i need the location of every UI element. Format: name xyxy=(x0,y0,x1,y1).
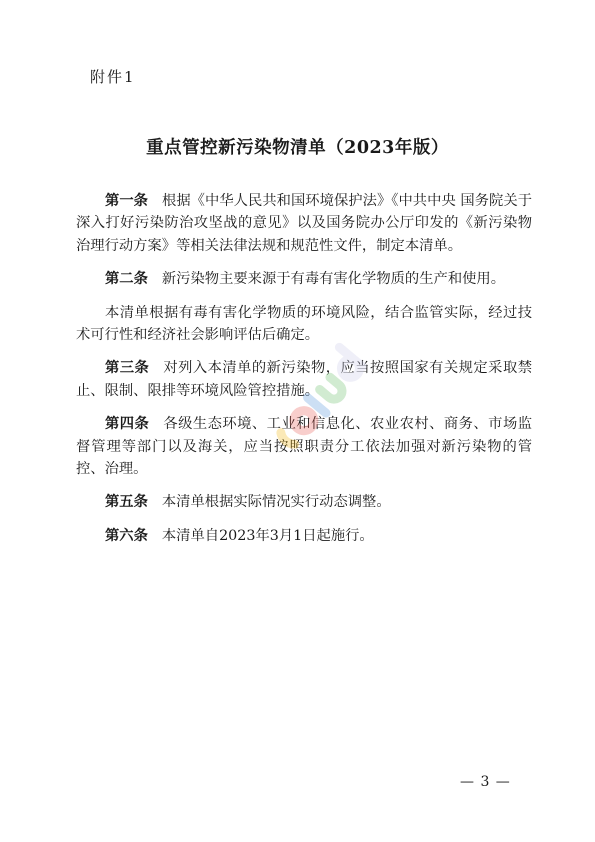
article-2-continued-text: 本清单根据有毒有害化学物质的环境风险，结合监管实际，经过技术可行性和经济社会影响评估后确定。 xyxy=(76,304,532,344)
article-2-continued xyxy=(76,302,532,347)
article-5-text: 本清单根据实际情况实行动态调整。 xyxy=(161,494,391,511)
attachment-label: 附件1 xyxy=(90,68,136,86)
article-3-text: 对列入本清单的新污染物，应当按照国家有关规定采取禁止、限制、限排等环境风险管控措施。 xyxy=(76,360,533,399)
article-4-text: 各级生态环境、工业和信息化、农业农村、商务、市场监督管理等部门以及海关，应当按照职责分工依法加强对新污染物的管控、治理。 xyxy=(76,416,533,478)
article-6-text: 本清单自2023年3月1日起施行。 xyxy=(161,527,374,544)
article-2-text: 新污染物主要来源于有毒有害化学物质的生产和使用。 xyxy=(161,271,506,288)
article-4 xyxy=(76,413,532,480)
article-5 xyxy=(76,491,532,513)
article-2-label: 第二条 xyxy=(105,271,148,288)
article-4-label: 第四条 xyxy=(105,416,150,433)
article-3-label: 第三条 xyxy=(105,360,150,377)
article-5-label: 第五条 xyxy=(105,494,148,511)
article-2 xyxy=(76,268,532,290)
article-1-text: 根据《中华人民共和国环境保护法》《中共中央 国务院关于深入打好污染防治攻坚战的意见》以及国务院办公厅印发的《新污染物治理行动方案》等相关法律法规和规范性文件，制定本清单。 xyxy=(76,193,532,254)
article-1 xyxy=(76,190,532,257)
article-3 xyxy=(76,357,532,402)
article-6-label: 第六条 xyxy=(105,527,148,544)
article-1-label: 第一条 xyxy=(105,193,148,209)
page-number: — 3 — xyxy=(460,774,511,790)
document-body xyxy=(76,190,532,558)
article-6 xyxy=(76,525,532,547)
document-title: 重点管控新污染物清单（2023年版） xyxy=(146,138,449,158)
